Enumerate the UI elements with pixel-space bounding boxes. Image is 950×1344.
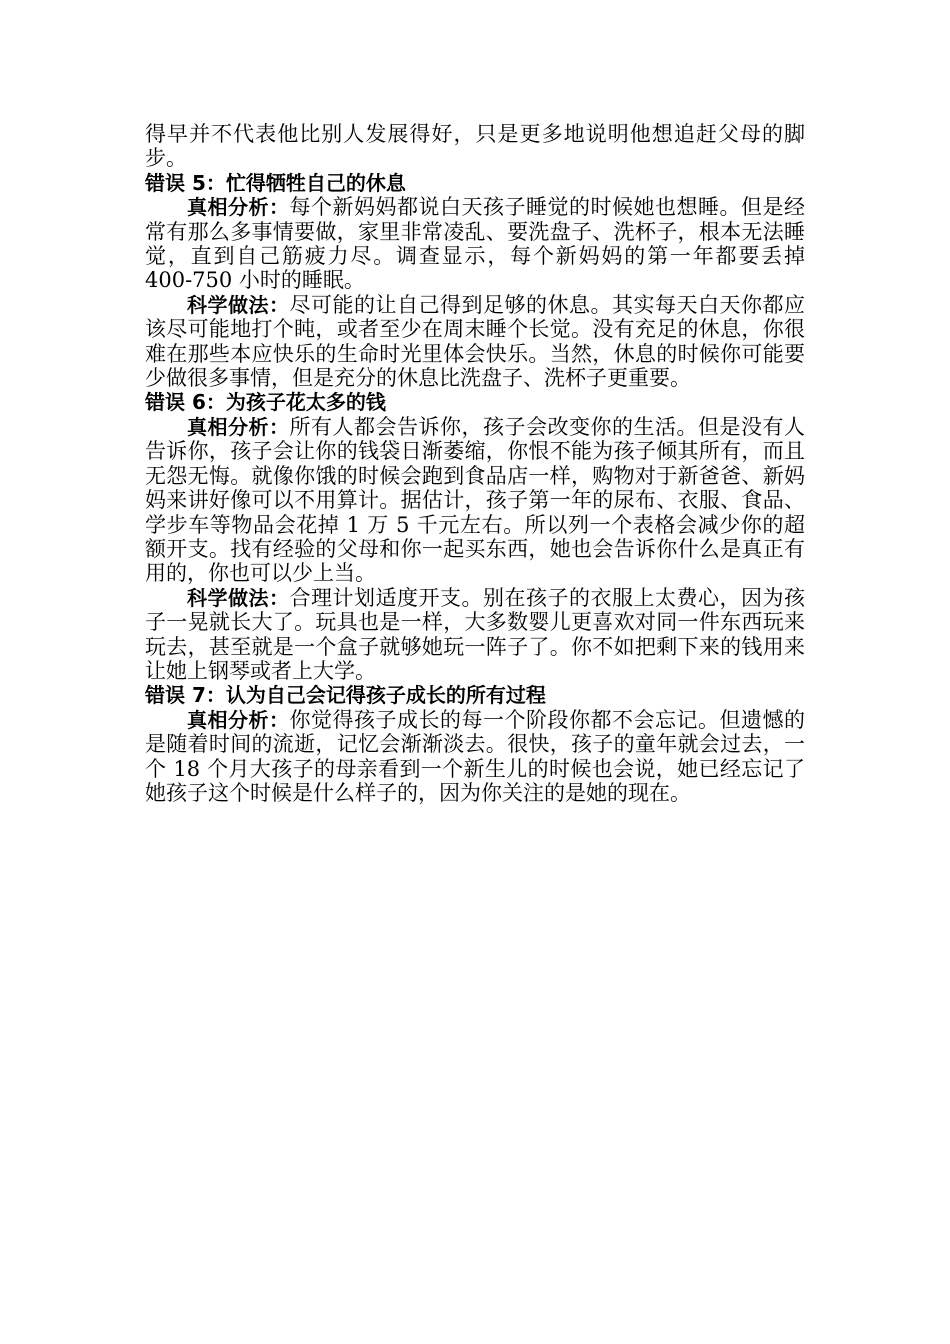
analysis-paragraph-error-5: [145, 195, 805, 293]
analysis-text: 每个新妈妈都说白天孩子睡觉的时候她也想睡。但是经常有那么多事情要做，家里非常凌乱、要洗盘子、洗杯子，根本无法睡觉，直到自己筋疲力尽。调查显示，每个新妈妈的第一年都要丢掉 400-750 小时的睡眠。: [145, 195, 805, 293]
analysis-text: 所有人都会告诉你，孩子会改变你的生活。但是没有人告诉你，孩子会让你的钱袋日渐萎缩，你恨不能为孩子倾其所有，而且无怨无悔。就像你饿的时候会跑到食品店一样，购物对于新爸爸、新妈妈来讲好像可以不用算计。据估计，孩子第一年的尿布、衣服、食品、学步车等物品会花掉 1 万 5 千元左右。所以列一个表格会减少你的超额开支。找有经验的父母和你一起买东西，她也会告诉你什么是真正有用的，你也可以少上当。: [145, 414, 805, 586]
method-paragraph-error-6: [145, 586, 805, 684]
analysis-paragraph-error-6: [145, 415, 805, 586]
analysis-label: 真相分析：: [187, 195, 290, 220]
method-label: 科学做法：: [187, 292, 290, 317]
method-paragraph-error-5: [145, 293, 805, 391]
intro-continuation-paragraph: 得早并不代表他比别人发展得好，只是更多地说明他想追赶父母的脚步。: [145, 122, 805, 171]
section-heading-error-6: 错误 6：为孩子花太多的钱: [145, 390, 386, 415]
analysis-label: 真相分析：: [187, 414, 290, 439]
method-text: 合理计划适度开支。别在孩子的衣服上太费心，因为孩子一晃就长大了。玩具也是一样，大多数婴儿更喜欢对同一件东西玩来玩去，甚至就是一个盒子就够她玩一阵子了。你不如把剩下来的钱用来让她上钢琴或者上大学。: [145, 585, 805, 683]
section-heading-error-5: 错误 5：忙得牺牲自己的休息: [145, 170, 406, 195]
analysis-label: 真相分析：: [187, 707, 290, 732]
method-label: 科学做法：: [187, 585, 290, 610]
section-heading-error-7: 错误 7：认为自己会记得孩子成长的所有过程: [145, 683, 546, 708]
analysis-paragraph-error-7: [145, 708, 805, 806]
analysis-text: 你觉得孩子成长的每一个阶段你都不会忘记。但遗憾的是随着时间的流逝，记忆会渐渐淡去。很快，孩子的童年就会过去，一个 18 个月大孩子的母亲看到一个新生儿的时候也会说，她已经忘记了她孩子这个时候是什么样子的，因为你关注的是她的现在。: [145, 707, 805, 805]
method-text: 尽可能的让自己得到足够的休息。其实每天白天你都应该尽可能地打个盹，或者至少在周末睡个长觉。没有充足的休息，你很难在那些本应快乐的生命时光里体会快乐。当然，休息的时候你可能要少做很多事情，但是充分的休息比洗盘子、洗杯子更重要。: [145, 292, 805, 391]
document-page: [145, 122, 805, 805]
